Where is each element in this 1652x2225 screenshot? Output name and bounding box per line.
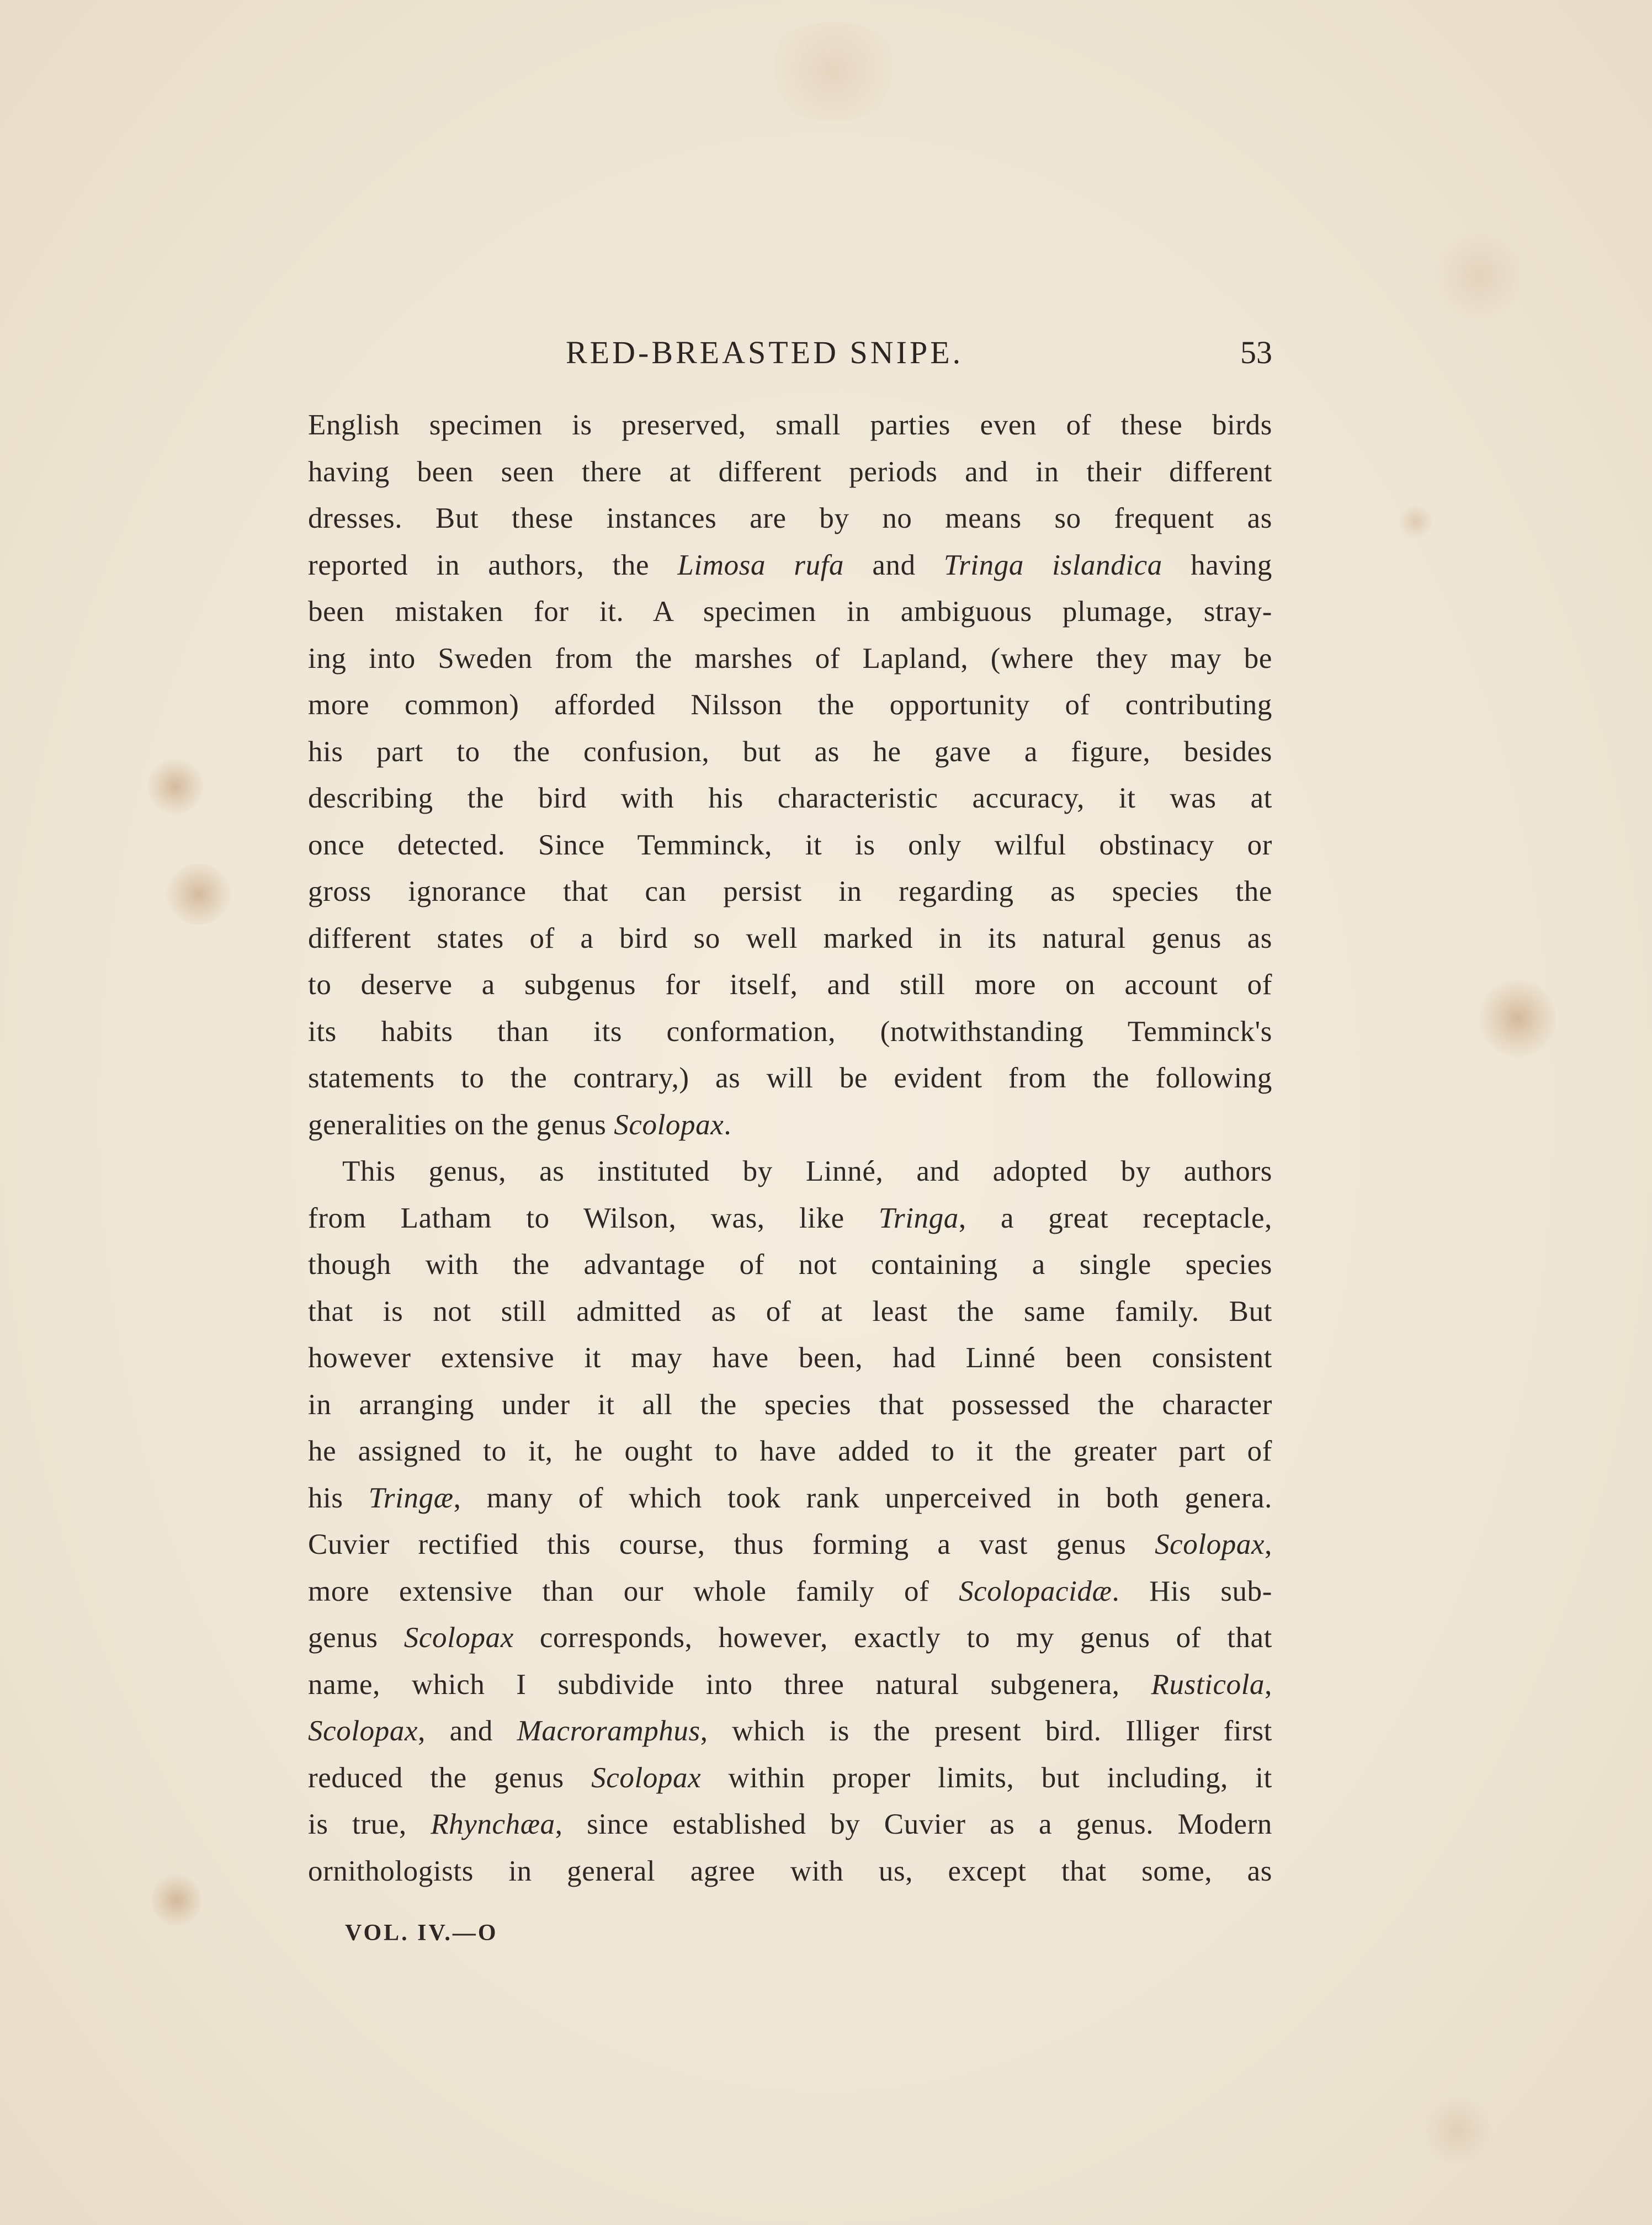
paragraph — [308, 402, 1272, 1148]
text-line: This genus, as instituted by Linné, and adopted by authors — [342, 1155, 1272, 1187]
running-title: RED-BREASTED SNIPE. — [566, 334, 964, 370]
text-line: though with the advantage of not containing a single species — [308, 1249, 1272, 1281]
text-line: its habits than its conformation, (notwithstanding Temminck's — [308, 1015, 1272, 1048]
text-line: more common) afforded Nilsson the opportunity of contributing — [308, 689, 1272, 721]
foxing-spot — [1479, 980, 1557, 1057]
text-line: more extensive than our whole family of Scolopacidæ. His sub- — [308, 1575, 1272, 1607]
text-line: name, which I subdivide into three natural subgenera, Rusticola, — [308, 1668, 1272, 1701]
foxing-spot — [1399, 505, 1432, 538]
text-line: Scolopax, and Macroramphus, which is the present bird. Illiger first — [308, 1715, 1273, 1747]
text-line: that is not still admitted as of at least the same family. But — [308, 1295, 1272, 1327]
signature-mark: VOL. IV.—O — [345, 1920, 498, 1946]
text-line: genus Scolopax corresponds, however, exactly to my genus of that — [308, 1622, 1272, 1654]
text-line: in arranging under it all the species that possessed the character — [308, 1388, 1272, 1421]
text-line: ornithologists in general agree with us, except that some, as — [308, 1855, 1272, 1887]
foxing-spot — [1435, 232, 1523, 320]
paragraph — [308, 1148, 1272, 1894]
text-line: describing the bird with his characteristic accuracy, it was at — [308, 782, 1272, 814]
foxing-spot — [1424, 2097, 1490, 2164]
body-text — [308, 402, 1272, 1894]
text-line: however extensive it may have been, had Linné been consistent — [308, 1342, 1272, 1374]
page-number: 53 — [1240, 334, 1272, 370]
text-line: his Tringæ, many of which took rank unperceived in both genera. — [308, 1481, 1272, 1514]
text-line: reduced the genus Scolopax within proper limits, but including, it — [308, 1761, 1272, 1794]
text-line: Cuvier rectified this course, thus forming a vast genus Scolopax, — [308, 1528, 1272, 1560]
text-line: gross ignorance that can persist in regarding as species the — [308, 875, 1272, 907]
text-line: generalities on the genus Scolopax. — [308, 1108, 732, 1141]
text-line: English specimen is preserved, small parties even of these birds — [308, 409, 1272, 441]
text-line: having been seen there at different periods and in their different — [308, 455, 1272, 488]
foxing-spot — [152, 1874, 201, 1926]
text-line: to deserve a subgenus for itself, and still more on account of — [308, 969, 1272, 1001]
text-line: ing into Sweden from the marshes of Lapland, (where they may be — [308, 642, 1272, 675]
text-line: reported in authors, the Limosa rufa and Tringa islandica having — [308, 549, 1272, 581]
text-line: his part to the confusion, but as he gave a figure, besides — [308, 735, 1272, 768]
text-line: been mistaken for it. A specimen in ambiguous plumage, stray- — [308, 596, 1272, 628]
text-line: once detected. Since Temminck, it is only wilful obstinacy or — [308, 829, 1272, 861]
foxing-spot — [148, 759, 203, 814]
page-header — [309, 334, 1272, 378]
foxing-spot — [762, 22, 905, 121]
text-line: statements to the contrary,) as will be evident from the following — [308, 1062, 1272, 1094]
text-line: he assigned to it, he ought to have added to it the greater part of — [308, 1435, 1272, 1467]
foxing-spot — [166, 864, 232, 925]
text-line: dresses. But these instances are by no means so frequent as — [308, 502, 1272, 534]
text-line: is true, Rhynchæa, since established by Cuvier as a genus. Modern — [308, 1808, 1272, 1840]
text-line: from Latham to Wilson, was, like Tringa, a great receptacle, — [308, 1202, 1272, 1234]
text-line: different states of a bird so well marked in its natural genus as — [308, 922, 1272, 954]
